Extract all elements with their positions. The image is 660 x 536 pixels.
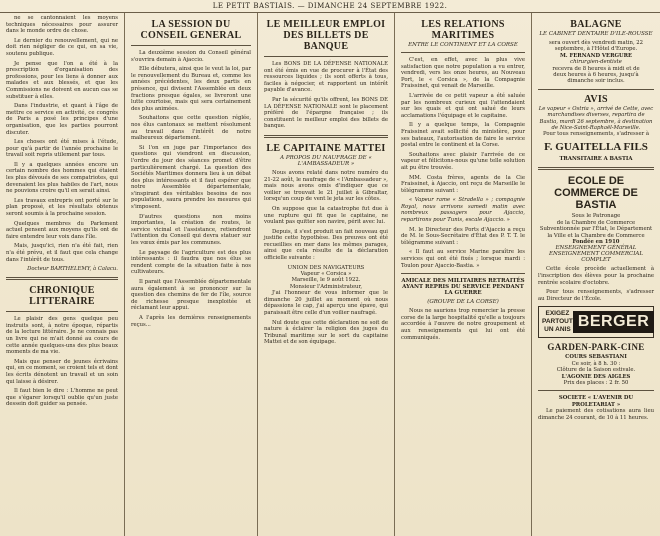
article-headline: AMICALE DES MILITAIRES RETRAITÉS AYANT REPRIS DU SERVICE PENDANT LA GUERRE [401,278,525,297]
paragraph: MM. Costa frères, agents de la Cie Fraissinet, à Ajaccio, ont reçu de Marseille le télégramme suivant : [401,174,525,194]
ad-line: Prix des places : 2 fr. 50 [563,379,629,386]
paragraph: Le plaisir des gens quelque peu instruits sont, à notre époque, répartis de la lecture littéraire. Je ne connais pas un livre qui ne m'ait donné au cours de cette année quelques-uns des plus beaux moments de ma vie. [6,316,118,356]
paragraph: Si l'on en juge par l'importance des questions qui viendront en discussion, l'ordre du jour des séances promet d'être particulièrement chargé. La question des Sociétés Maritimes donnera lieu à un débat des plus intéressants et il faut espérer que notre Assemblée départementale, s'inspirant des véritables besoins de nos populations, saura prendre les mesures qui s'imposent. [131,144,251,211]
column-5-ads [532,13,660,536]
ad-line: Ce soir, à 8 h. 30 : [571,360,621,367]
paragraph: Souhaitons que cette question réglée, nos élus cantonaux se mettent résolument au travail dans l'intérêt de notre malheureux département. [131,115,251,142]
ad-line: de la Chambre de Commerce [556,219,636,226]
quote-line: Marseille, le 9 août 1922. [291,277,361,284]
ad-title: BALAGNE [570,19,622,30]
paragraph: La deuxième session du Conseil général s'ouvrira demain à Ajaccio. [131,50,251,63]
column-3 [258,13,395,536]
paragraph: ne se cantonnaient les moyens techniques nécessaires pour assurer dans le monde ordre de chose. [6,15,118,35]
article-headline: LES RELATIONS MARITIMES [421,19,505,41]
article-subheading: A PROPOS DU NAUFRAGE DE « L'AMBASSADEUR » [280,154,372,167]
ad-title: AVIS [584,93,608,105]
paragraph: Mais que penser de jeunes écrivains qui, en ce moment, se croient tels et dont les écrits dénotent un travail et un soin qui laisse à désirer. [6,358,118,385]
ad-line: L'AGONIE DES AIGLES [561,373,631,380]
exiger-line: UN ANIS [544,326,571,334]
ad-trade: TRANSITAIRE A BASTIA [559,155,633,162]
column-2 [125,13,258,536]
ad-line: recevra de 8 heures à midi et de [552,65,640,72]
paragraph: On suppose que la catastrophe fut due à une rupture qui fit que le capitaine, ne voulant pas quitter son navire, périt avec lui. [264,205,388,226]
ad-company-name: F. GUAITELLA FILS [544,140,648,153]
paragraph: Le paysage de l'agriculture est des plus intéressants : il faudra que nos élus se rendent compte de la situation faite à nos cultivateurs. [131,249,251,276]
ad-line: sera ouvert dès vendredi matin, 22 [548,40,644,46]
ad-footer: SOCIETE « L'AVENIR DU PROLETARIAT » [558,395,634,408]
paragraph: Depuis, il s'est produit un fait nouveau qui justifie cette hypothèse. Des preuves ont été recueillies en mer dans les mêmes parages, ainsi que cela résulte de la déclaration officielle suivante : [264,228,388,262]
paragraph: Pour tous renseignements, s'adresser au Directeur de l'École. [538,289,654,302]
divider [264,135,388,138]
ad-line: septembre, à l'Hôtel d'Europe. [554,46,638,53]
paragraph: Nul doute que cette déclaration ne soit de nature à éclairer la religion des juges du Tribunal maritime sur le sort du capitaine Mattei et de son équipage. [264,319,388,346]
ad-line: dimanche soir inclus. [567,78,625,85]
article-subheading: (GROUPE DE LA CORSE) [427,299,499,306]
paragraph: Mais, jusqu'ici, rien n'a été fait, rien n'a été prévu, et il faut que cela change dans l'intérêt de tous. [6,243,118,263]
paragraph: Nous ne saurions trop remercier la presse corse de la large hospitalité qu'elle a toujours accordée à l'œuvre de notre groupement et aux renseignements qui lui ont été communiqués. [401,308,525,341]
masthead: LE PETIT BASTIAIS. — DIMANCHE 24 SEPTEMBRE 1922. [0,0,660,13]
quote-title: UNION DES NAVIGATEURS [287,264,365,271]
ad-line: Subventionnée par l'État, le Département [539,226,653,233]
divider [538,89,654,90]
paragraph: Il parait que l'Assemblée départementale aura également à se prononcer sur la question des chemins de fer de l'île, source de richesse presque inexploitée et réclamant leur appui. [131,279,251,312]
ad-subtitle: LE CABINET DENTAIRE D'ILE-ROUSSE [539,31,653,37]
article-headline: LA SESSION DU CONSEIL GENERAL [140,19,242,41]
columns [0,13,660,536]
ad-line: Sous le Patronage [571,213,621,220]
article-headline: LE CAPITAINE MATTEI [266,142,386,154]
paragraph: L'arrivée de ce petit vapeur a été saluée par les nombreux curieux qui l'attendaient sur les quais et qui ont salué de leurs acclamations l'équipage et le capitaine. [401,92,525,119]
paragraph: Il y a quelques années encore un certain nombre des hommes qui étaient les plus dévoués de ses compatriotes, qui devenaient les plus habiles de l'art, nous ne pouvions croire qu'il en serait ainsi. [6,161,118,195]
ad-subtitle: ENSEIGNEMENT GÉNÉRAL ENSEIGNEMENT COMMERCIAL COMPLET [548,245,644,264]
ad-line: chirurgien-dentiste [570,59,622,66]
section-heading: CHRONIQUE LITTERAIRE [29,285,95,308]
paragraph: Il y a quelque temps, la Compagnie Fraissinet avait sollicité du ministère, pour ses bateaux, l'autorisation de faire le service postal entre le continent et la Corse. [401,122,525,149]
column-1 [0,13,125,536]
paragraph: Le paiement des cotisations aura lieu dimanche 24 courant, de 10 à 11 heures. [538,408,654,421]
article-headline: LE MEILLEUR EMPLOI DES BILLETS DE BANQUE [266,19,386,52]
paragraph: Cette école procède actuellement à l'inscription des élèves pour la prochaine rentrée scolaire d'octobre. [538,266,654,286]
divider [131,45,251,46]
paragraph: Par la sécurité qu'ils offrent, les BONS DE LA DÉFENSE NATIONALE sont le placement préféré de l'épargne française ; ils constituent le meilleur emploi des billets de banque. [264,96,388,130]
quote-line: Vapeur « Corsica » [300,271,352,278]
quote-line: Monsieur l'Administrateur, [289,283,363,290]
paragraph: Il faut bien le dire : L'homme ne peut que s'égarer lorsqu'il oublie qu'un juste dessein doit guider sa pensée. [6,388,118,408]
column-4 [395,13,532,536]
telegram: « Vapeur rame « Stradella » ; compagnie Royal, nous arrivons samedi matin avec nombreux passagers pour Ajaccio, repartirons pour Tunis, escale Ajaccio. » [401,197,525,224]
exiger-line: EXIGEZ [545,310,570,318]
paragraph: Souhaitons avec plaisir l'arrivée de ce vapeur et félicitons-nous qu'une telle solution ait pu être trouvée. [401,151,525,171]
signature: Docteur BARTHELEMY, à Calacu. [27,266,118,273]
paragraph: A l'après les dernières renseignements reçus... [131,314,251,328]
paragraph: Les BONS DE LA DÉFENSE NATIONALE ont été émis en vue de procurer à l'État des ressources liquides ; ils sont offerts à tous, faciles à négocier, et rapportent un intérêt payable d'avance. [264,61,388,94]
ad-line: Le vapeur « Ostria », arrivé de Cette, avec marchandises diverses, repartira de Bastia, mardi 26 septembre, à destination de Nice-Saint-Raphaël-Marseille. [538,105,654,132]
divider [401,52,525,53]
paragraph: Les choses ont été mises à l'étude, pour qu'à partir de l'année prochaine le travail soit repris utilement par tous. [6,139,118,159]
divider [538,390,654,391]
paragraph: Le dernier du renouvellement, qui ne doit rien négliger de ce qui, en sa vie, soutenu publique. [6,37,118,57]
ad-title: GARDEN-PARK-CINE [547,342,645,353]
paragraph: Je pense que l'on a été à la prescription d'organisation des professions, pour les liens à donner aux malades et aux blessés, et que les Commissions ne doivent en aucun cas se substituer à elles. [6,60,118,100]
paragraph: Elle débutera, ainsi que le veut la loi, par le renouvellement du Bureau et, comme les années précédentes, les deux partis en présence, qui divisent l'Assemblée en deux fractions presque égales, se livreront une lutte courtoise, mais qui sera certainement des plus animées. [131,66,251,112]
ad-line: la Ville et la Chambre de Commerce [547,232,645,239]
ad-line: Fondée en 1910 [572,238,620,245]
paragraph: M. le Directeur des Ports d'Ajaccio a reçu de M. le Sous-Secrétaire d'État des P. T. T. le télégramme suivant : [401,226,525,246]
ad-line: deux heures à 6 heures, jusqu'à [553,72,639,79]
exiger-line: PARTOUT [542,318,573,326]
exiger-text [542,310,573,334]
berger-advertisement [538,306,654,338]
ad-subtitle: COURS SEBASTIANI [565,354,627,361]
ad-lead: Pour tous renseignements, s'adresser à [543,131,649,138]
paragraph: Dans l'industrie, et quant à l'âge de mettre ce service en activité, ce congrès de Paris a posé les principes d'une organisation, que les parties pourront discuter. [6,103,118,136]
ad-title: ECOLE DE COMMERCE DE BASTIA [554,175,638,212]
paragraph: Les travaux entrepris ont porté sur le plan proposé, et les résultats obtenus seront soumis à la prochaine session. [6,197,118,218]
divider [264,56,388,57]
divider [401,273,525,274]
berger-brand: BERGER [573,311,654,333]
article-subheading: ENTRE LE CONTINENT ET LA CORSE [408,42,518,48]
ad-line: Clôture de la Saison estivale. [556,367,636,374]
divider [6,277,118,280]
paragraph: Nous avons relaté dans notre numéro du 21-22 août, le naufrage de « l'Ambassadeur », mais nous avons omis d'indiquer que ce voilier se trouvait le 21 juillet à Gibraltar, lorsqu'un coup de vent le jeta sur les côtes. [264,169,388,203]
divider [538,167,654,170]
paragraph: Quelques membres du Parlement actuel pensent aux moyens qu'ils ont de faire entendre leur voix dans l'île. [6,220,118,240]
paragraph: C'est, en effet, avec la plus vive satisfaction que notre population a vu entrer, vendredi, vers les onze heures, au Nouveau Port, le « Corsica », de la Compagnie Fraissinet, qui venait de Marseille. [401,57,525,90]
paragraph: J'ai l'honneur de vous informer que le dimanche 20 juillet au moment où nous dépassions le cap, j'ai aperçu une épave, qui paraissait être celle d'un voilier naufragé. [264,290,388,317]
paragraph: « Il faut au service Marine paraître les services qui ont été fixés ; lorsque mardi : Toulon pour Ajaccio-Bastia. » [401,249,525,269]
divider [6,311,118,312]
paragraph: D'autres questions non moins importantes, la création de routes, le service vicinal et l'assistance, retiendront l'attention du Conseil qui devra statuer sur les vœux émis par les communes. [131,213,251,247]
ad-line: M. FERNAND VERGURE [559,52,633,59]
